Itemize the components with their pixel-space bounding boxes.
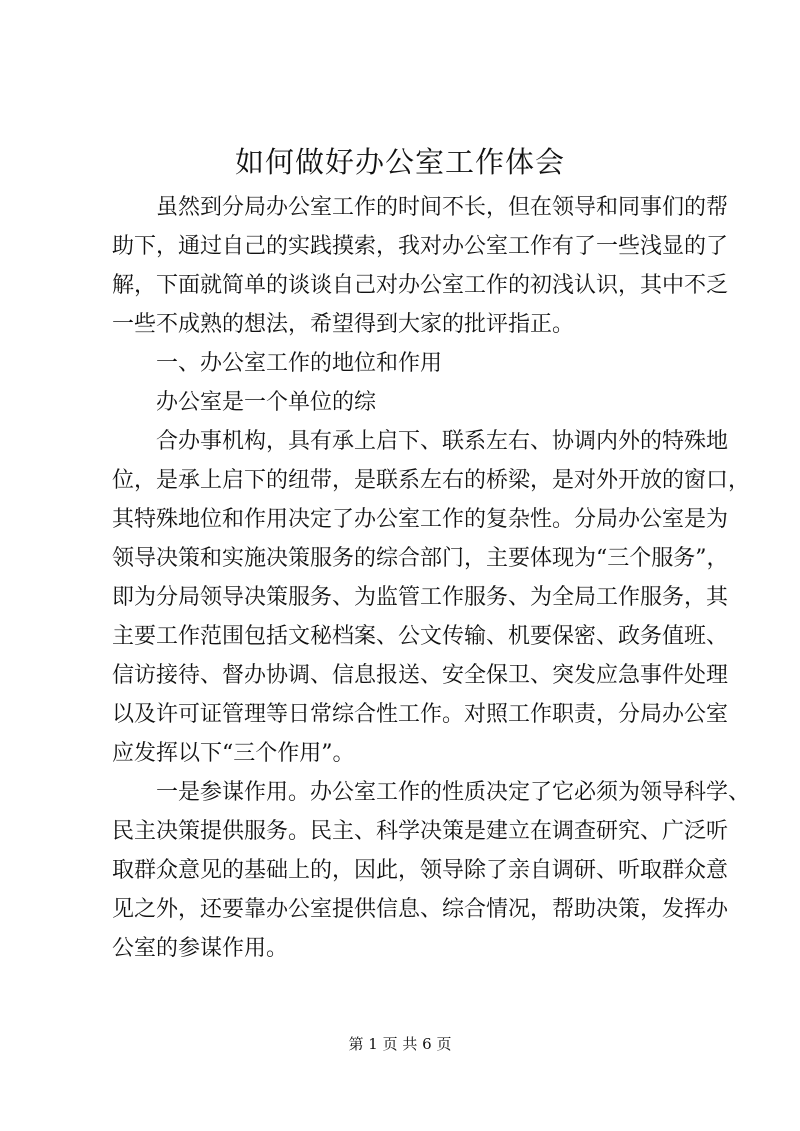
body-line: 见之外，还要靠办公室提供信息、综合情况，帮助决策，发挥办 [112,897,729,922]
body-line: 民主决策提供服务。民主、科学决策是建立在调查研究、广泛听 [112,819,729,844]
body-line: 取群众意见的基础上的，因此，领导除了亲自调研、听取群众意 [112,858,729,883]
body-line: 公室的参谋作用。 [112,936,289,961]
body-line: 一些不成熟的想法，希望得到大家的批评指正。 [112,312,575,337]
document-title: 如何做好办公室工作体会 [234,145,565,179]
body-line: 以及许可证管理等日常综合性工作。对照工作职责，分局办公室 [112,702,729,727]
body-line: 解，下面就简单的谈谈自己对办公室工作的初浅认识，其中不乏 [112,273,729,298]
body-line: 领导决策和实施决策服务的综合部门，主要体现为“三个服务”， [112,546,729,571]
body-line: 合办事机构，具有承上启下、联系左右、协调内外的特殊地 [156,429,729,454]
body-line: 其特殊地位和作用决定了办公室工作的复杂性。分局办公室是为 [112,507,729,532]
body-line: 办公室是一个单位的综 [156,390,377,415]
body-line: 虽然到分局办公室工作的时间不长，但在领导和同事们的帮 [156,195,729,220]
body-line: 一是参谋作用。办公室工作的性质决定了它必须为领导科学、 [156,780,751,805]
body-line: 位，是承上启下的纽带，是联系左右的桥梁，是对外开放的窗口， [112,468,751,493]
document-body [112,188,751,968]
body-line: 助下，通过自己的实践摸索，我对办公室工作有了一些浅显的了 [112,234,729,259]
body-line: 即为分局领导决策服务、为监管工作服务、为全局工作服务，其 [112,585,729,610]
page-footer: 第 1 页 共 6 页 [348,1035,452,1053]
body-line: 信访接待、督办协调、信息报送、安全保卫、突发应急事件处理 [112,663,729,688]
body-line: 应发挥以下“三个作用”。 [112,741,355,766]
body-line: 主要工作范围包括文秘档案、公文传输、机要保密、政务值班、 [112,624,729,649]
section-heading: 一、办公室工作的地位和作用 [156,351,443,376]
